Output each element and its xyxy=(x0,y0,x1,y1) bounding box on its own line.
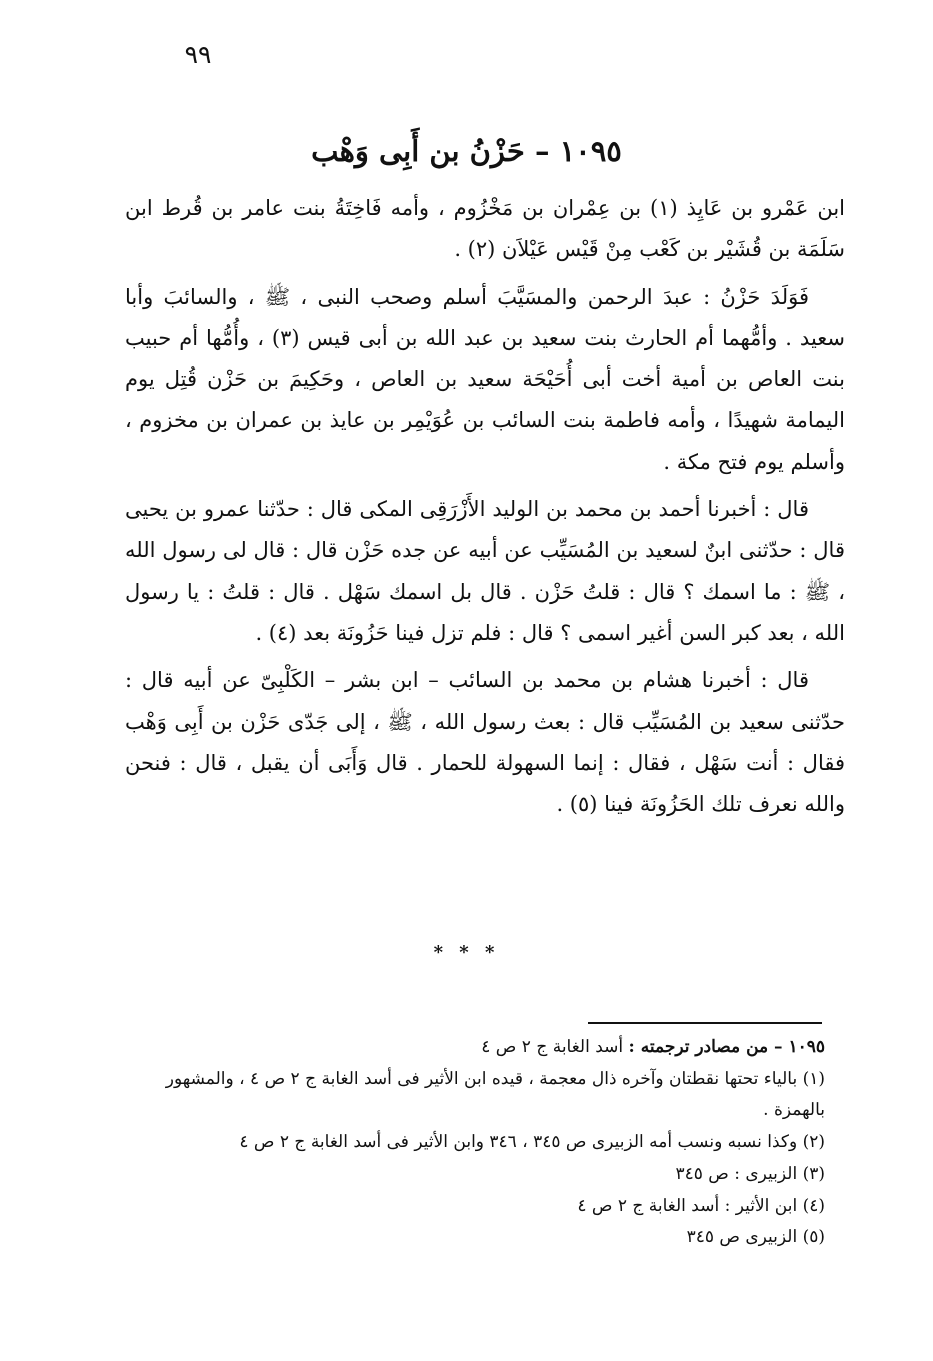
footnote-2: (٢) وكذا نسبه ونسب أمه الزبيرى ص ٣٤٥ ، ٣٤٦ وابن الأثير فى أسد الغابة ج ٢ ص ٤ xyxy=(239,1132,825,1153)
footnote-sources xyxy=(120,1032,825,1064)
body-paragraph-narration-1: قال : أخبرنا أحمد بن محمد بن الوليد الأَزْرَقِى المكى قال : حدّثنا عمرو بن يحيى قال : حدّثنى ابنٌ لسعيد بن المُسَيِّب عن أبيه عن جده حَزْن قال : قال لى رسول الله ، ﷺ : ما اسمك ؟ قال : قلتُ حَزْن . قال بل اسمك سَهْل . قال : قلتُ : يا رسول الله ، بعد كبر السن أغير اسمى ؟ قال : فلم تزل فينا حَزُونَة بعد (٤) . xyxy=(125,497,845,645)
page-number: ٩٩ xyxy=(184,40,212,69)
footnote-divider xyxy=(588,1022,822,1024)
footnote-1: (١) بالياء تحتها نقطتان وآخره ذال معجمة ، قيده ابن الأثير فى أسد الغابة ج ٢ ص ٤ ، والمشهور بالهمزة . xyxy=(165,1068,825,1121)
body-paragraph-narration-2: قال : أخبرنا هشام بن محمد بن السائب – ابن بشر – الكَلْبِىّ عن أبيه قال : حدّثنى سعيد بن المُسَيِّب قال : بعث رسول الله ، ﷺ ، إلى جَدّى حَزْن بن أَبِى وَهْب فقال : أنت سَهْل ، فقال : إنما السهولة للحمار . قال وَأَبَى أن يقبل ، قال : فنحن والله نعرف تلك الحَزُونَة فينا (٥) . xyxy=(125,668,845,817)
entry-title: ١٠٩٥ – حَزْنُ بن أَبِى وَهْب xyxy=(311,134,622,168)
entry-body xyxy=(125,188,845,825)
body-paragraph-lineage: ابن عَمْرو بن عَايِذ (١) بن عِمْران بن مَخْزُوم ، وأمه فَاخِتَةُ بنت عامر بن قُرط ابن سَلَمَة بن قُشَيْر بن كَعْب مِنْ قَيْس عَيْلاَن (٢) . xyxy=(125,196,846,262)
footnotes xyxy=(120,1032,825,1254)
footnote-sources-text: أسد الغابة ج ٢ ص ٤ xyxy=(481,1037,624,1057)
footnote-5: (٥) الزبيرى ص ٣٤٥ xyxy=(686,1227,825,1248)
footnote-3: (٣) الزبيرى : ص ٣٤٥ xyxy=(675,1163,825,1184)
footnote-sources-lead: ١٠٩٥ – من مصادر ترجمته : xyxy=(628,1037,825,1057)
footnote-4: (٤) ابن الأثير : أسد الغابة ج ٢ ص ٤ xyxy=(577,1195,825,1216)
body-paragraph-children: فَوَلَدَ حَزْنُ : عبدَ الرحمن والمسَيَّبَ أسلم وصحب النبى ، ﷺ ، والسائبَ وأبا سعيد . وأمُّهما أم الحارث بنت سعيد بن عبد الله بن أبى قيس (٣) ، وأُمُّها أم حبيب بنت العاص بن أمية أخت أبى أُحَيْحَة سعيد بن العاص ، وحَكِيمَ بن حَزْن قُتِل يوم اليمامة شهيدًا ، وأمه فاطمة بنت السائب بن عُوَيْمِر بن عايذ بن عمران بن مخزوم ، وأسلم يوم فتح مكة . xyxy=(125,284,846,474)
section-separator: * * * xyxy=(433,942,500,963)
